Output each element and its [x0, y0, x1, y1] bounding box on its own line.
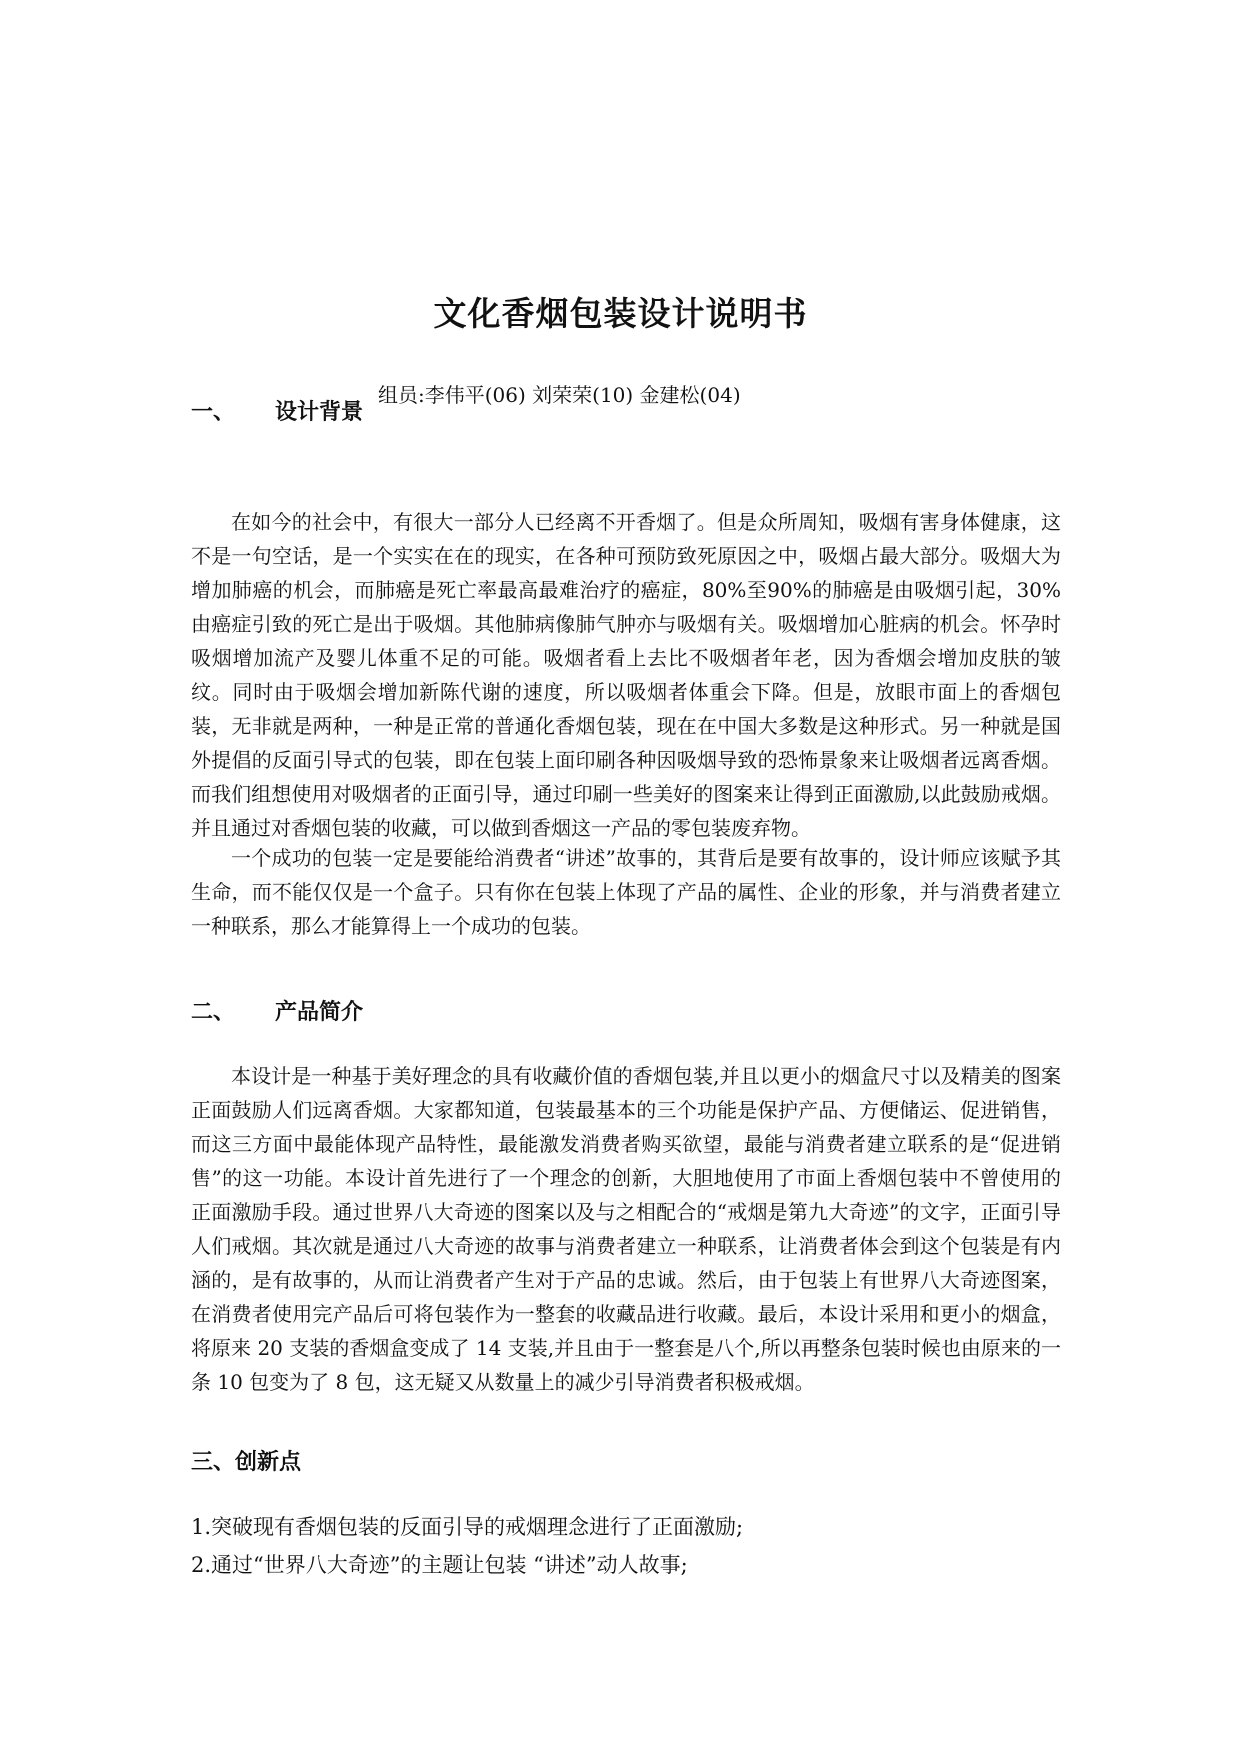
- list-item: 2.通过“世界八大奇迹”的主题让包装 “讲述”动人故事;: [191, 1553, 688, 1577]
- members-line: 组员:李伟平(06) 刘荣荣(10) 金建松(04): [378, 383, 741, 407]
- section-title: 设计背景: [275, 399, 364, 425]
- section-heading-innovation: 三、创新点: [191, 1449, 302, 1475]
- section-heading-background: [191, 397, 363, 427]
- section-number: 一、: [191, 399, 236, 425]
- background-paragraph-1: 在如今的社会中，有很大一部分人已经离不开香烟了。但是众所周知，吸烟有害身体健康，这不是一句空话，是一个实实在在的现实，在各种可预防致死原因之中，吸烟占最大部分。吸烟大为增加肺癌的机会，而肺癌是死亡率最高最难治疗的癌症，80%至90%的肺癌是由吸烟引起，30%由癌症引致的死亡是出于吸烟。其他肺病像肺气肿亦与吸烟有关。吸烟增加心脏病的机会。怀孕时吸烟增加流产及婴儿体重不足的可能。吸烟者看上去比不吸烟者年老，因为香烟会增加皮肤的皱纹。同时由于吸烟会增加新陈代谢的速度，所以吸烟者体重会下降。但是，放眼市面上的香烟包装，无非就是两种，一种是正常的普通化香烟包装，现在在中国大多数是这种形式。另一种就是国外提倡的反面引导式的包装，即在包装上面印刷各种因吸烟导致的恐怖景象来让吸烟者远离香烟。而我们组想使用对吸烟者的正面引导，通过印刷一些美好的图案来让得到正面激励,以此鼓励戒烟。并且通过对香烟包装的收藏，可以做到香烟这一产品的零包装废弃物。: [191, 510, 1061, 840]
- list-item: 1.突破现有香烟包装的反面引导的戒烟理念进行了正面激励;: [191, 1515, 744, 1539]
- section-number: 二、: [191, 999, 236, 1025]
- section-title: 产品简介: [275, 999, 364, 1025]
- product-paragraph: 本设计是一种基于美好理念的具有收藏价值的香烟包装,并且以更小的烟盒尺寸以及精美的图案正面鼓励人们远离香烟。大家都知道，包装最基本的三个功能是保护产品、方便储运、促进销售，而这三方面中最能体现产品特性，最能激发消费者购买欲望，最能与消费者建立联系的是“促进销售”的这一功能。本设计首先进行了一个理念的创新，大胆地使用了市面上香烟包装中不曾使用的正面激励手段。通过世界八大奇迹的图案以及与之相配合的“戒烟是第九大奇迹”的文字，正面引导人们戒烟。其次就是通过八大奇迹的故事与消费者建立一种联系，让消费者体会到这个包装是有内涵的，是有故事的，从而让消费者产生对于产品的忠诚。然后，由于包装上有世界八大奇迹图案，在消费者使用完产品后可将包装作为一整套的收藏品进行收藏。最后，本设计采用和更小的烟盒，将原来 20 支装的香烟盒变成了 14 支装,并且由于一整套是八个,所以再整条包装时候也由原来的一条 10 包变为了 8 包，这无疑又从数量上的减少引导消费者积极戒烟。: [191, 1064, 1061, 1394]
- document-title: 文化香烟包装设计说明书: [433, 294, 808, 333]
- section-heading-product: [191, 997, 363, 1027]
- innovation-list: [191, 1508, 1071, 1584]
- background-paragraph-2: 一个成功的包装一定是要能给消费者“讲述”故事的，其背后是要有故事的，设计师应该赋予其生命，而不能仅仅是一个盒子。只有你在包装上体现了产品的属性、企业的形象，并与消费者建立一种联系，那么才能算得上一个成功的包装。: [191, 846, 1061, 938]
